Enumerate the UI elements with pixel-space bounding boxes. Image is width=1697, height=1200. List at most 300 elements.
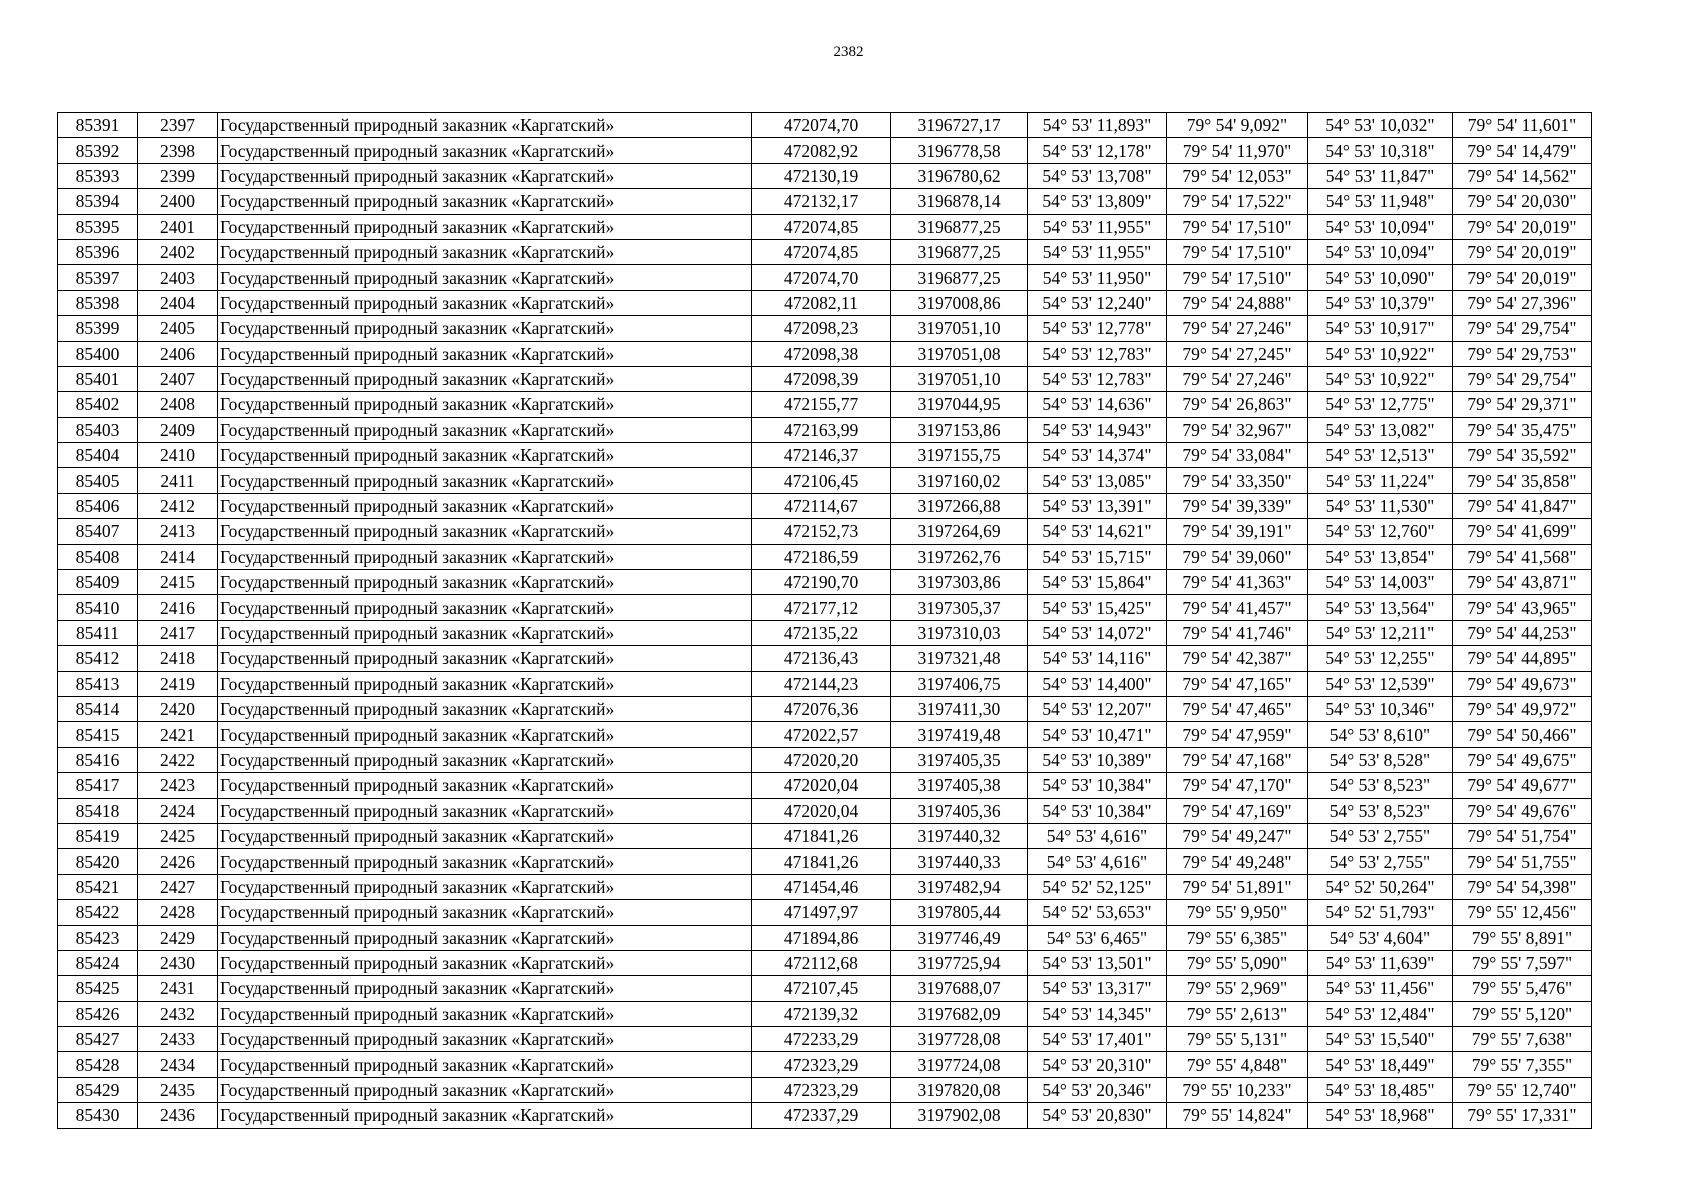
table-row	[58, 1052, 1592, 1077]
latitude-2-cell: 54° 53' 10,379"	[1308, 290, 1453, 315]
x-coordinate-cell: 472337,29	[752, 1103, 891, 1128]
longitude-1-cell: 79° 54' 17,510"	[1167, 214, 1308, 239]
object-name-cell: Государственный природный заказник «Каргатский»	[218, 214, 752, 239]
x-coordinate-cell: 472132,17	[752, 189, 891, 214]
y-coordinate-cell: 3196878,14	[891, 189, 1028, 214]
record-number-cell: 85428	[58, 1052, 138, 1077]
x-coordinate-cell: 472106,45	[752, 468, 891, 493]
point-number-cell: 2436	[138, 1103, 218, 1128]
table-row	[58, 976, 1592, 1001]
object-name-cell: Государственный природный заказник «Каргатский»	[218, 874, 752, 899]
point-number-cell: 2412	[138, 493, 218, 518]
latitude-1-cell: 54° 52' 53,653"	[1028, 900, 1167, 925]
table-row	[58, 366, 1592, 391]
longitude-2-cell: 79° 55' 12,456"	[1453, 900, 1592, 925]
table-row	[58, 950, 1592, 975]
latitude-2-cell: 54° 53' 10,094"	[1308, 239, 1453, 264]
y-coordinate-cell: 3197724,08	[891, 1052, 1028, 1077]
longitude-1-cell: 79° 54' 51,891"	[1167, 874, 1308, 899]
latitude-1-cell: 54° 53' 12,240"	[1028, 290, 1167, 315]
record-number-cell: 85412	[58, 646, 138, 671]
longitude-1-cell: 79° 54' 32,967"	[1167, 417, 1308, 442]
table-row	[58, 468, 1592, 493]
record-number-cell: 85402	[58, 392, 138, 417]
object-name-cell: Государственный природный заказник «Каргатский»	[218, 570, 752, 595]
longitude-2-cell: 79° 54' 44,253"	[1453, 620, 1592, 645]
point-number-cell: 2433	[138, 1027, 218, 1052]
y-coordinate-cell: 3196877,25	[891, 239, 1028, 264]
longitude-2-cell: 79° 54' 27,396"	[1453, 290, 1592, 315]
longitude-2-cell: 79° 54' 14,562"	[1453, 163, 1592, 188]
longitude-2-cell: 79° 54' 49,972"	[1453, 696, 1592, 721]
table-row	[58, 341, 1592, 366]
longitude-1-cell: 79° 54' 24,888"	[1167, 290, 1308, 315]
x-coordinate-cell: 472022,57	[752, 722, 891, 747]
latitude-2-cell: 54° 53' 18,968"	[1308, 1103, 1453, 1128]
latitude-1-cell: 54° 53' 13,317"	[1028, 976, 1167, 1001]
longitude-1-cell: 79° 54' 11,970"	[1167, 138, 1308, 163]
y-coordinate-cell: 3196778,58	[891, 138, 1028, 163]
table-row	[58, 417, 1592, 442]
table-row	[58, 900, 1592, 925]
object-name-cell: Государственный природный заказник «Каргатский»	[218, 1027, 752, 1052]
table-body	[58, 113, 1592, 1129]
table-row	[58, 1077, 1592, 1102]
longitude-1-cell: 79° 54' 41,363"	[1167, 570, 1308, 595]
longitude-1-cell: 79° 54' 42,387"	[1167, 646, 1308, 671]
record-number-cell: 85400	[58, 341, 138, 366]
longitude-1-cell: 79° 54' 41,457"	[1167, 595, 1308, 620]
x-coordinate-cell: 472135,22	[752, 620, 891, 645]
latitude-1-cell: 54° 53' 10,471"	[1028, 722, 1167, 747]
object-name-cell: Государственный природный заказник «Каргатский»	[218, 671, 752, 696]
latitude-1-cell: 54° 53' 14,116"	[1028, 646, 1167, 671]
x-coordinate-cell: 472323,29	[752, 1052, 891, 1077]
object-name-cell: Государственный природный заказник «Каргатский»	[218, 823, 752, 848]
longitude-1-cell: 79° 55' 10,233"	[1167, 1077, 1308, 1102]
record-number-cell: 85425	[58, 976, 138, 1001]
table-row	[58, 290, 1592, 315]
x-coordinate-cell: 471894,86	[752, 925, 891, 950]
record-number-cell: 85399	[58, 316, 138, 341]
longitude-2-cell: 79° 55' 5,120"	[1453, 1001, 1592, 1026]
latitude-2-cell: 54° 53' 18,449"	[1308, 1052, 1453, 1077]
latitude-1-cell: 54° 53' 11,955"	[1028, 214, 1167, 239]
y-coordinate-cell: 3196877,25	[891, 265, 1028, 290]
point-number-cell: 2422	[138, 747, 218, 772]
longitude-1-cell: 79° 54' 17,510"	[1167, 265, 1308, 290]
longitude-1-cell: 79° 55' 5,090"	[1167, 950, 1308, 975]
longitude-1-cell: 79° 54' 49,248"	[1167, 849, 1308, 874]
longitude-2-cell: 79° 54' 51,755"	[1453, 849, 1592, 874]
x-coordinate-cell: 472114,67	[752, 493, 891, 518]
record-number-cell: 85395	[58, 214, 138, 239]
longitude-2-cell: 79° 54' 11,601"	[1453, 113, 1592, 138]
x-coordinate-cell: 472323,29	[752, 1077, 891, 1102]
longitude-1-cell: 79° 55' 2,969"	[1167, 976, 1308, 1001]
x-coordinate-cell: 472233,29	[752, 1027, 891, 1052]
latitude-1-cell: 54° 53' 20,310"	[1028, 1052, 1167, 1077]
point-number-cell: 2416	[138, 595, 218, 620]
table-row	[58, 265, 1592, 290]
latitude-1-cell: 54° 53' 13,085"	[1028, 468, 1167, 493]
record-number-cell: 85398	[58, 290, 138, 315]
y-coordinate-cell: 3197051,10	[891, 366, 1028, 391]
point-number-cell: 2434	[138, 1052, 218, 1077]
record-number-cell: 85427	[58, 1027, 138, 1052]
object-name-cell: Государственный природный заказник «Каргатский»	[218, 341, 752, 366]
object-name-cell: Государственный природный заказник «Каргатский»	[218, 595, 752, 620]
latitude-2-cell: 54° 53' 12,255"	[1308, 646, 1453, 671]
y-coordinate-cell: 3197264,69	[891, 519, 1028, 544]
longitude-1-cell: 79° 54' 9,092"	[1167, 113, 1308, 138]
record-number-cell: 85419	[58, 823, 138, 848]
latitude-1-cell: 54° 53' 12,178"	[1028, 138, 1167, 163]
y-coordinate-cell: 3197682,09	[891, 1001, 1028, 1026]
point-number-cell: 2398	[138, 138, 218, 163]
longitude-2-cell: 79° 54' 44,895"	[1453, 646, 1592, 671]
object-name-cell: Государственный природный заказник «Каргатский»	[218, 646, 752, 671]
longitude-2-cell: 79° 54' 35,858"	[1453, 468, 1592, 493]
object-name-cell: Государственный природный заказник «Каргатский»	[218, 849, 752, 874]
latitude-2-cell: 54° 53' 11,639"	[1308, 950, 1453, 975]
longitude-2-cell: 79° 54' 20,030"	[1453, 189, 1592, 214]
x-coordinate-cell: 472082,92	[752, 138, 891, 163]
y-coordinate-cell: 3197405,35	[891, 747, 1028, 772]
record-number-cell: 85406	[58, 493, 138, 518]
object-name-cell: Государственный природный заказник «Каргатский»	[218, 290, 752, 315]
point-number-cell: 2404	[138, 290, 218, 315]
record-number-cell: 85422	[58, 900, 138, 925]
x-coordinate-cell: 472136,43	[752, 646, 891, 671]
table-row	[58, 163, 1592, 188]
object-name-cell: Государственный природный заказник «Каргатский»	[218, 265, 752, 290]
longitude-1-cell: 79° 55' 5,131"	[1167, 1027, 1308, 1052]
table-row	[58, 671, 1592, 696]
record-number-cell: 85404	[58, 443, 138, 468]
longitude-2-cell: 79° 54' 41,847"	[1453, 493, 1592, 518]
object-name-cell: Государственный природный заказник «Каргатский»	[218, 798, 752, 823]
x-coordinate-cell: 472098,39	[752, 366, 891, 391]
latitude-1-cell: 54° 53' 14,345"	[1028, 1001, 1167, 1026]
record-number-cell: 85408	[58, 544, 138, 569]
x-coordinate-cell: 472112,68	[752, 950, 891, 975]
record-number-cell: 85420	[58, 849, 138, 874]
longitude-2-cell: 79° 55' 7,597"	[1453, 950, 1592, 975]
latitude-1-cell: 54° 53' 12,207"	[1028, 696, 1167, 721]
latitude-1-cell: 54° 53' 20,830"	[1028, 1103, 1167, 1128]
latitude-1-cell: 54° 53' 10,389"	[1028, 747, 1167, 772]
y-coordinate-cell: 3197728,08	[891, 1027, 1028, 1052]
object-name-cell: Государственный природный заказник «Каргатский»	[218, 1052, 752, 1077]
longitude-1-cell: 79° 54' 41,746"	[1167, 620, 1308, 645]
longitude-1-cell: 79° 55' 6,385"	[1167, 925, 1308, 950]
longitude-2-cell: 79° 54' 49,673"	[1453, 671, 1592, 696]
latitude-2-cell: 54° 53' 8,523"	[1308, 798, 1453, 823]
latitude-1-cell: 54° 53' 12,783"	[1028, 366, 1167, 391]
x-coordinate-cell: 472155,77	[752, 392, 891, 417]
record-number-cell: 85411	[58, 620, 138, 645]
latitude-2-cell: 54° 53' 10,922"	[1308, 341, 1453, 366]
latitude-2-cell: 54° 53' 8,528"	[1308, 747, 1453, 772]
point-number-cell: 2421	[138, 722, 218, 747]
longitude-2-cell: 79° 54' 43,871"	[1453, 570, 1592, 595]
longitude-1-cell: 79° 54' 17,522"	[1167, 189, 1308, 214]
table-row	[58, 823, 1592, 848]
object-name-cell: Государственный природный заказник «Каргатский»	[218, 900, 752, 925]
point-number-cell: 2415	[138, 570, 218, 595]
longitude-2-cell: 79° 54' 29,371"	[1453, 392, 1592, 417]
latitude-1-cell: 54° 53' 11,955"	[1028, 239, 1167, 264]
table-row	[58, 595, 1592, 620]
latitude-2-cell: 54° 53' 11,847"	[1308, 163, 1453, 188]
longitude-1-cell: 79° 54' 27,245"	[1167, 341, 1308, 366]
x-coordinate-cell: 472177,12	[752, 595, 891, 620]
latitude-2-cell: 54° 53' 12,211"	[1308, 620, 1453, 645]
record-number-cell: 85394	[58, 189, 138, 214]
y-coordinate-cell: 3196877,25	[891, 214, 1028, 239]
latitude-1-cell: 54° 53' 13,391"	[1028, 493, 1167, 518]
record-number-cell: 85416	[58, 747, 138, 772]
x-coordinate-cell: 471497,97	[752, 900, 891, 925]
latitude-2-cell: 54° 53' 12,775"	[1308, 392, 1453, 417]
object-name-cell: Государственный природный заказник «Каргатский»	[218, 950, 752, 975]
longitude-1-cell: 79° 54' 47,465"	[1167, 696, 1308, 721]
y-coordinate-cell: 3197321,48	[891, 646, 1028, 671]
point-number-cell: 2419	[138, 671, 218, 696]
longitude-1-cell: 79° 54' 26,863"	[1167, 392, 1308, 417]
record-number-cell: 85429	[58, 1077, 138, 1102]
y-coordinate-cell: 3197746,49	[891, 925, 1028, 950]
x-coordinate-cell: 472139,32	[752, 1001, 891, 1026]
record-number-cell: 85405	[58, 468, 138, 493]
record-number-cell: 85392	[58, 138, 138, 163]
y-coordinate-cell: 3197440,32	[891, 823, 1028, 848]
object-name-cell: Государственный природный заказник «Каргатский»	[218, 925, 752, 950]
y-coordinate-cell: 3197008,86	[891, 290, 1028, 315]
longitude-1-cell: 79° 54' 33,084"	[1167, 443, 1308, 468]
latitude-2-cell: 54° 53' 2,755"	[1308, 849, 1453, 874]
point-number-cell: 2407	[138, 366, 218, 391]
table-row	[58, 773, 1592, 798]
record-number-cell: 85401	[58, 366, 138, 391]
object-name-cell: Государственный природный заказник «Каргатский»	[218, 1103, 752, 1128]
x-coordinate-cell: 471841,26	[752, 823, 891, 848]
latitude-2-cell: 54° 53' 8,523"	[1308, 773, 1453, 798]
x-coordinate-cell: 472098,23	[752, 316, 891, 341]
x-coordinate-cell: 472074,70	[752, 265, 891, 290]
latitude-2-cell: 54° 53' 8,610"	[1308, 722, 1453, 747]
x-coordinate-cell: 472082,11	[752, 290, 891, 315]
latitude-1-cell: 54° 53' 6,465"	[1028, 925, 1167, 950]
point-number-cell: 2432	[138, 1001, 218, 1026]
point-number-cell: 2424	[138, 798, 218, 823]
longitude-2-cell: 79° 55' 12,740"	[1453, 1077, 1592, 1102]
longitude-2-cell: 79° 55' 17,331"	[1453, 1103, 1592, 1128]
object-name-cell: Государственный природный заказник «Каргатский»	[218, 239, 752, 264]
longitude-1-cell: 79° 55' 2,613"	[1167, 1001, 1308, 1026]
longitude-2-cell: 79° 54' 41,699"	[1453, 519, 1592, 544]
longitude-1-cell: 79° 54' 47,168"	[1167, 747, 1308, 772]
table-row	[58, 570, 1592, 595]
table-row	[58, 925, 1592, 950]
table-row	[58, 214, 1592, 239]
latitude-2-cell: 54° 53' 10,094"	[1308, 214, 1453, 239]
y-coordinate-cell: 3197902,08	[891, 1103, 1028, 1128]
longitude-2-cell: 79° 54' 54,398"	[1453, 874, 1592, 899]
latitude-2-cell: 54° 53' 12,539"	[1308, 671, 1453, 696]
table-row	[58, 493, 1592, 518]
record-number-cell: 85417	[58, 773, 138, 798]
latitude-1-cell: 54° 53' 14,621"	[1028, 519, 1167, 544]
point-number-cell: 2428	[138, 900, 218, 925]
latitude-2-cell: 54° 53' 18,485"	[1308, 1077, 1453, 1102]
record-number-cell: 85414	[58, 696, 138, 721]
latitude-1-cell: 54° 53' 10,384"	[1028, 773, 1167, 798]
point-number-cell: 2405	[138, 316, 218, 341]
x-coordinate-cell: 472074,70	[752, 113, 891, 138]
record-number-cell: 85409	[58, 570, 138, 595]
y-coordinate-cell: 3197440,33	[891, 849, 1028, 874]
object-name-cell: Государственный природный заказник «Каргатский»	[218, 392, 752, 417]
y-coordinate-cell: 3197725,94	[891, 950, 1028, 975]
longitude-1-cell: 79° 55' 4,848"	[1167, 1052, 1308, 1077]
record-number-cell: 85393	[58, 163, 138, 188]
latitude-1-cell: 54° 53' 14,636"	[1028, 392, 1167, 417]
y-coordinate-cell: 3197482,94	[891, 874, 1028, 899]
table-row	[58, 1001, 1592, 1026]
y-coordinate-cell: 3197405,38	[891, 773, 1028, 798]
latitude-2-cell: 54° 53' 13,564"	[1308, 595, 1453, 620]
table-row	[58, 138, 1592, 163]
latitude-1-cell: 54° 53' 17,401"	[1028, 1027, 1167, 1052]
point-number-cell: 2400	[138, 189, 218, 214]
table-row	[58, 1103, 1592, 1128]
point-number-cell: 2430	[138, 950, 218, 975]
record-number-cell: 85407	[58, 519, 138, 544]
table-row	[58, 443, 1592, 468]
point-number-cell: 2413	[138, 519, 218, 544]
latitude-2-cell: 54° 53' 10,090"	[1308, 265, 1453, 290]
point-number-cell: 2399	[138, 163, 218, 188]
longitude-2-cell: 79° 54' 50,466"	[1453, 722, 1592, 747]
y-coordinate-cell: 3197805,44	[891, 900, 1028, 925]
point-number-cell: 2418	[138, 646, 218, 671]
x-coordinate-cell: 472163,99	[752, 417, 891, 442]
record-number-cell: 85410	[58, 595, 138, 620]
latitude-1-cell: 54° 53' 15,715"	[1028, 544, 1167, 569]
latitude-2-cell: 54° 53' 10,922"	[1308, 366, 1453, 391]
record-number-cell: 85391	[58, 113, 138, 138]
latitude-1-cell: 54° 53' 14,943"	[1028, 417, 1167, 442]
y-coordinate-cell: 3197406,75	[891, 671, 1028, 696]
longitude-2-cell: 79° 54' 14,479"	[1453, 138, 1592, 163]
y-coordinate-cell: 3196727,17	[891, 113, 1028, 138]
table-row	[58, 874, 1592, 899]
y-coordinate-cell: 3197044,95	[891, 392, 1028, 417]
y-coordinate-cell: 3197155,75	[891, 443, 1028, 468]
y-coordinate-cell: 3197160,02	[891, 468, 1028, 493]
x-coordinate-cell: 472020,20	[752, 747, 891, 772]
longitude-2-cell: 79° 54' 20,019"	[1453, 214, 1592, 239]
longitude-1-cell: 79° 54' 39,339"	[1167, 493, 1308, 518]
table-row	[58, 620, 1592, 645]
y-coordinate-cell: 3197411,30	[891, 696, 1028, 721]
point-number-cell: 2435	[138, 1077, 218, 1102]
y-coordinate-cell: 3197305,37	[891, 595, 1028, 620]
x-coordinate-cell: 472076,36	[752, 696, 891, 721]
record-number-cell: 85430	[58, 1103, 138, 1128]
object-name-cell: Государственный природный заказник «Каргатский»	[218, 417, 752, 442]
y-coordinate-cell: 3197820,08	[891, 1077, 1028, 1102]
object-name-cell: Государственный природный заказник «Каргатский»	[218, 443, 752, 468]
point-number-cell: 2411	[138, 468, 218, 493]
latitude-2-cell: 54° 53' 10,032"	[1308, 113, 1453, 138]
latitude-1-cell: 54° 53' 15,864"	[1028, 570, 1167, 595]
latitude-1-cell: 54° 53' 14,072"	[1028, 620, 1167, 645]
latitude-1-cell: 54° 53' 13,501"	[1028, 950, 1167, 975]
object-name-cell: Государственный природный заказник «Каргатский»	[218, 163, 752, 188]
table-row	[58, 696, 1592, 721]
longitude-2-cell: 79° 54' 41,568"	[1453, 544, 1592, 569]
latitude-2-cell: 54° 53' 13,854"	[1308, 544, 1453, 569]
latitude-1-cell: 54° 53' 11,950"	[1028, 265, 1167, 290]
latitude-2-cell: 54° 53' 11,456"	[1308, 976, 1453, 1001]
longitude-1-cell: 79° 54' 47,169"	[1167, 798, 1308, 823]
record-number-cell: 85415	[58, 722, 138, 747]
point-number-cell: 2431	[138, 976, 218, 1001]
latitude-2-cell: 54° 53' 11,948"	[1308, 189, 1453, 214]
object-name-cell: Государственный природный заказник «Каргатский»	[218, 189, 752, 214]
object-name-cell: Государственный природный заказник «Каргатский»	[218, 544, 752, 569]
latitude-1-cell: 54° 53' 4,616"	[1028, 823, 1167, 848]
point-number-cell: 2401	[138, 214, 218, 239]
longitude-1-cell: 79° 54' 49,247"	[1167, 823, 1308, 848]
table-row	[58, 544, 1592, 569]
object-name-cell: Государственный природный заказник «Каргатский»	[218, 976, 752, 1001]
x-coordinate-cell: 472020,04	[752, 798, 891, 823]
longitude-2-cell: 79° 54' 43,965"	[1453, 595, 1592, 620]
latitude-1-cell: 54° 53' 15,425"	[1028, 595, 1167, 620]
longitude-1-cell: 79° 54' 12,053"	[1167, 163, 1308, 188]
latitude-1-cell: 54° 53' 14,400"	[1028, 671, 1167, 696]
longitude-2-cell: 79° 54' 35,592"	[1453, 443, 1592, 468]
point-number-cell: 2403	[138, 265, 218, 290]
object-name-cell: Государственный природный заказник «Каргатский»	[218, 747, 752, 772]
longitude-2-cell: 79° 55' 7,638"	[1453, 1027, 1592, 1052]
coordinates-table	[57, 112, 1592, 1129]
object-name-cell: Государственный природный заказник «Каргатский»	[218, 696, 752, 721]
x-coordinate-cell: 472186,59	[752, 544, 891, 569]
latitude-2-cell: 54° 52' 51,793"	[1308, 900, 1453, 925]
latitude-2-cell: 54° 53' 4,604"	[1308, 925, 1453, 950]
longitude-1-cell: 79° 54' 39,060"	[1167, 544, 1308, 569]
longitude-1-cell: 79° 54' 33,350"	[1167, 468, 1308, 493]
table-row	[58, 392, 1592, 417]
object-name-cell: Государственный природный заказник «Каргатский»	[218, 468, 752, 493]
longitude-2-cell: 79° 54' 51,754"	[1453, 823, 1592, 848]
y-coordinate-cell: 3197303,86	[891, 570, 1028, 595]
object-name-cell: Государственный природный заказник «Каргатский»	[218, 773, 752, 798]
longitude-2-cell: 79° 54' 29,754"	[1453, 366, 1592, 391]
latitude-1-cell: 54° 53' 11,893"	[1028, 113, 1167, 138]
latitude-1-cell: 54° 53' 4,616"	[1028, 849, 1167, 874]
latitude-2-cell: 54° 53' 12,760"	[1308, 519, 1453, 544]
latitude-2-cell: 54° 53' 2,755"	[1308, 823, 1453, 848]
y-coordinate-cell: 3197688,07	[891, 976, 1028, 1001]
y-coordinate-cell: 3197262,76	[891, 544, 1028, 569]
table-row	[58, 519, 1592, 544]
